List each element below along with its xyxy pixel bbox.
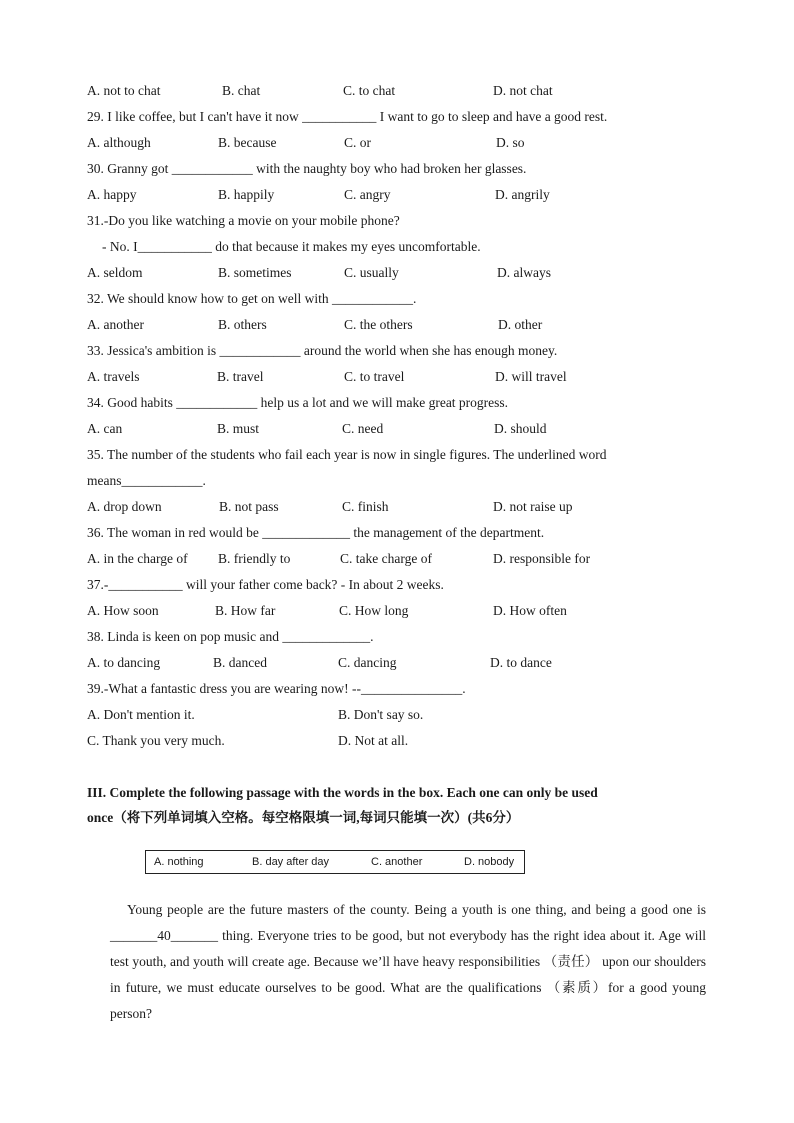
q36-option-b: B. friendly to [218, 551, 291, 566]
q34-stem: 34. Good habits ____________ help us a lot and we will make great progress. [87, 395, 509, 410]
q39-option-d: D. Not at all. [338, 733, 409, 748]
q39-option-c: C. Thank you very much. [87, 733, 225, 748]
reading-passage: Young people are the future masters of the county. Being a youth is one thing, and being a good one is _______40_______ thing. Everyone tries to be good, but not everybody has the right idea about it. Age will test youth, and youth will create age. Because we’ll have heavy responsibilities （责任） upon our shoulders in future, we must educate ourselves to be good. What are the qualifications （素质）for a good young person? [110, 902, 706, 1021]
q29-option-a: A. although [87, 135, 151, 150]
q38-option-a: A. to dancing [87, 655, 161, 670]
q35-stem: 35. The number of the students who fail each year is now in single figures. The underlined word [87, 447, 607, 462]
q36-option-c: C. take charge of [340, 551, 432, 566]
q28-option-a: A. not to chat [87, 83, 161, 98]
word-box-item-b: B. day after day [252, 856, 330, 868]
q31-stem: 31.-Do you like watching a movie on your mobile phone? [87, 213, 400, 228]
q32-option-b: B. others [218, 317, 267, 332]
section3-heading: III. Complete the following passage with the words in the box. Each one can only be used [87, 785, 598, 800]
q38-option-b: B. danced [213, 655, 267, 670]
q34-option-d: D. should [494, 421, 547, 436]
q32-stem: 32. We should know how to get on well with ____________. [87, 291, 417, 306]
q33-option-d: D. will travel [495, 369, 567, 384]
q28-option-b: B. chat [222, 83, 261, 98]
q30-stem: 30. Granny got ____________ with the naughty boy who had broken her glasses. [87, 161, 527, 176]
q39-stem: 39.-What a fantastic dress you are wearing now! --_______________. [87, 681, 466, 696]
q33-option-c: C. to travel [344, 369, 405, 384]
q29-option-b: B. because [218, 135, 277, 150]
q34-option-b: B. must [217, 421, 260, 436]
q28-option-c: C. to chat [343, 83, 396, 98]
word-box-item-c: C. another [371, 856, 423, 868]
q30-option-c: C. angry [344, 187, 391, 202]
q35-option-c: C. finish [342, 499, 389, 514]
q30-option-b: B. happily [218, 187, 275, 202]
q28-option-d: D. not chat [493, 83, 553, 98]
q31-option-d: D. always [497, 265, 551, 280]
q32-option-d: D. other [498, 317, 543, 332]
q31-option-c: C. usually [344, 265, 399, 280]
q35-option-b: B. not pass [219, 499, 279, 514]
q37-option-b: B. How far [215, 603, 276, 618]
word-box [145, 850, 525, 874]
section3-heading-cont: once（将下列单词填入空格。每空格限填一词,每词只能填一次）(共6分） [87, 810, 520, 825]
q39-option-a: A. Don't mention it. [87, 707, 195, 722]
q31-option-b: B. sometimes [218, 265, 292, 280]
q33-option-a: A. travels [87, 369, 140, 384]
q38-option-c: C. dancing [338, 655, 397, 670]
q34-option-c: C. need [342, 421, 384, 436]
q31-option-a: A. seldom [87, 265, 143, 280]
q36-option-a: A. in the charge of [87, 551, 188, 566]
q36-stem: 36. The woman in red would be _____________ the management of the department. [87, 525, 545, 540]
q30-option-d: D. angrily [495, 187, 550, 202]
q31-stem-reply: - No. I___________ do that because it makes my eyes uncomfortable. [102, 239, 481, 254]
q39-option-b: B. Don't say so. [338, 707, 424, 722]
word-box-item-a: A. nothing [154, 856, 204, 868]
q29-option-d: D. so [496, 135, 525, 150]
q29-stem: 29. I like coffee, but I can't have it now ___________ I want to go to sleep and have a good rest. [87, 109, 608, 124]
q32-option-c: C. the others [344, 317, 413, 332]
q37-option-a: A. How soon [87, 603, 159, 618]
q37-stem: 37.-___________ will your father come back? - In about 2 weeks. [87, 577, 444, 592]
q32-option-a: A. another [87, 317, 144, 332]
q37-option-c: C. How long [339, 603, 409, 618]
q38-option-d: D. to dance [490, 655, 552, 670]
q34-option-a: A. can [87, 421, 123, 436]
q36-option-d: D. responsible for [493, 551, 591, 566]
q38-stem: 38. Linda is keen on pop music and _____________. [87, 629, 374, 644]
q37-option-d: D. How often [493, 603, 567, 618]
q33-option-b: B. travel [217, 369, 264, 384]
q35-option-d: D. not raise up [493, 499, 573, 514]
word-box-item-d: D. nobody [464, 856, 515, 868]
q35-stem-cont: means____________. [87, 473, 206, 488]
q35-option-a: A. drop down [87, 499, 162, 514]
q33-stem: 33. Jessica's ambition is ____________ around the world when she has enough money. [87, 343, 558, 358]
q30-option-a: A. happy [87, 187, 137, 202]
q29-option-c: C. or [344, 135, 371, 150]
